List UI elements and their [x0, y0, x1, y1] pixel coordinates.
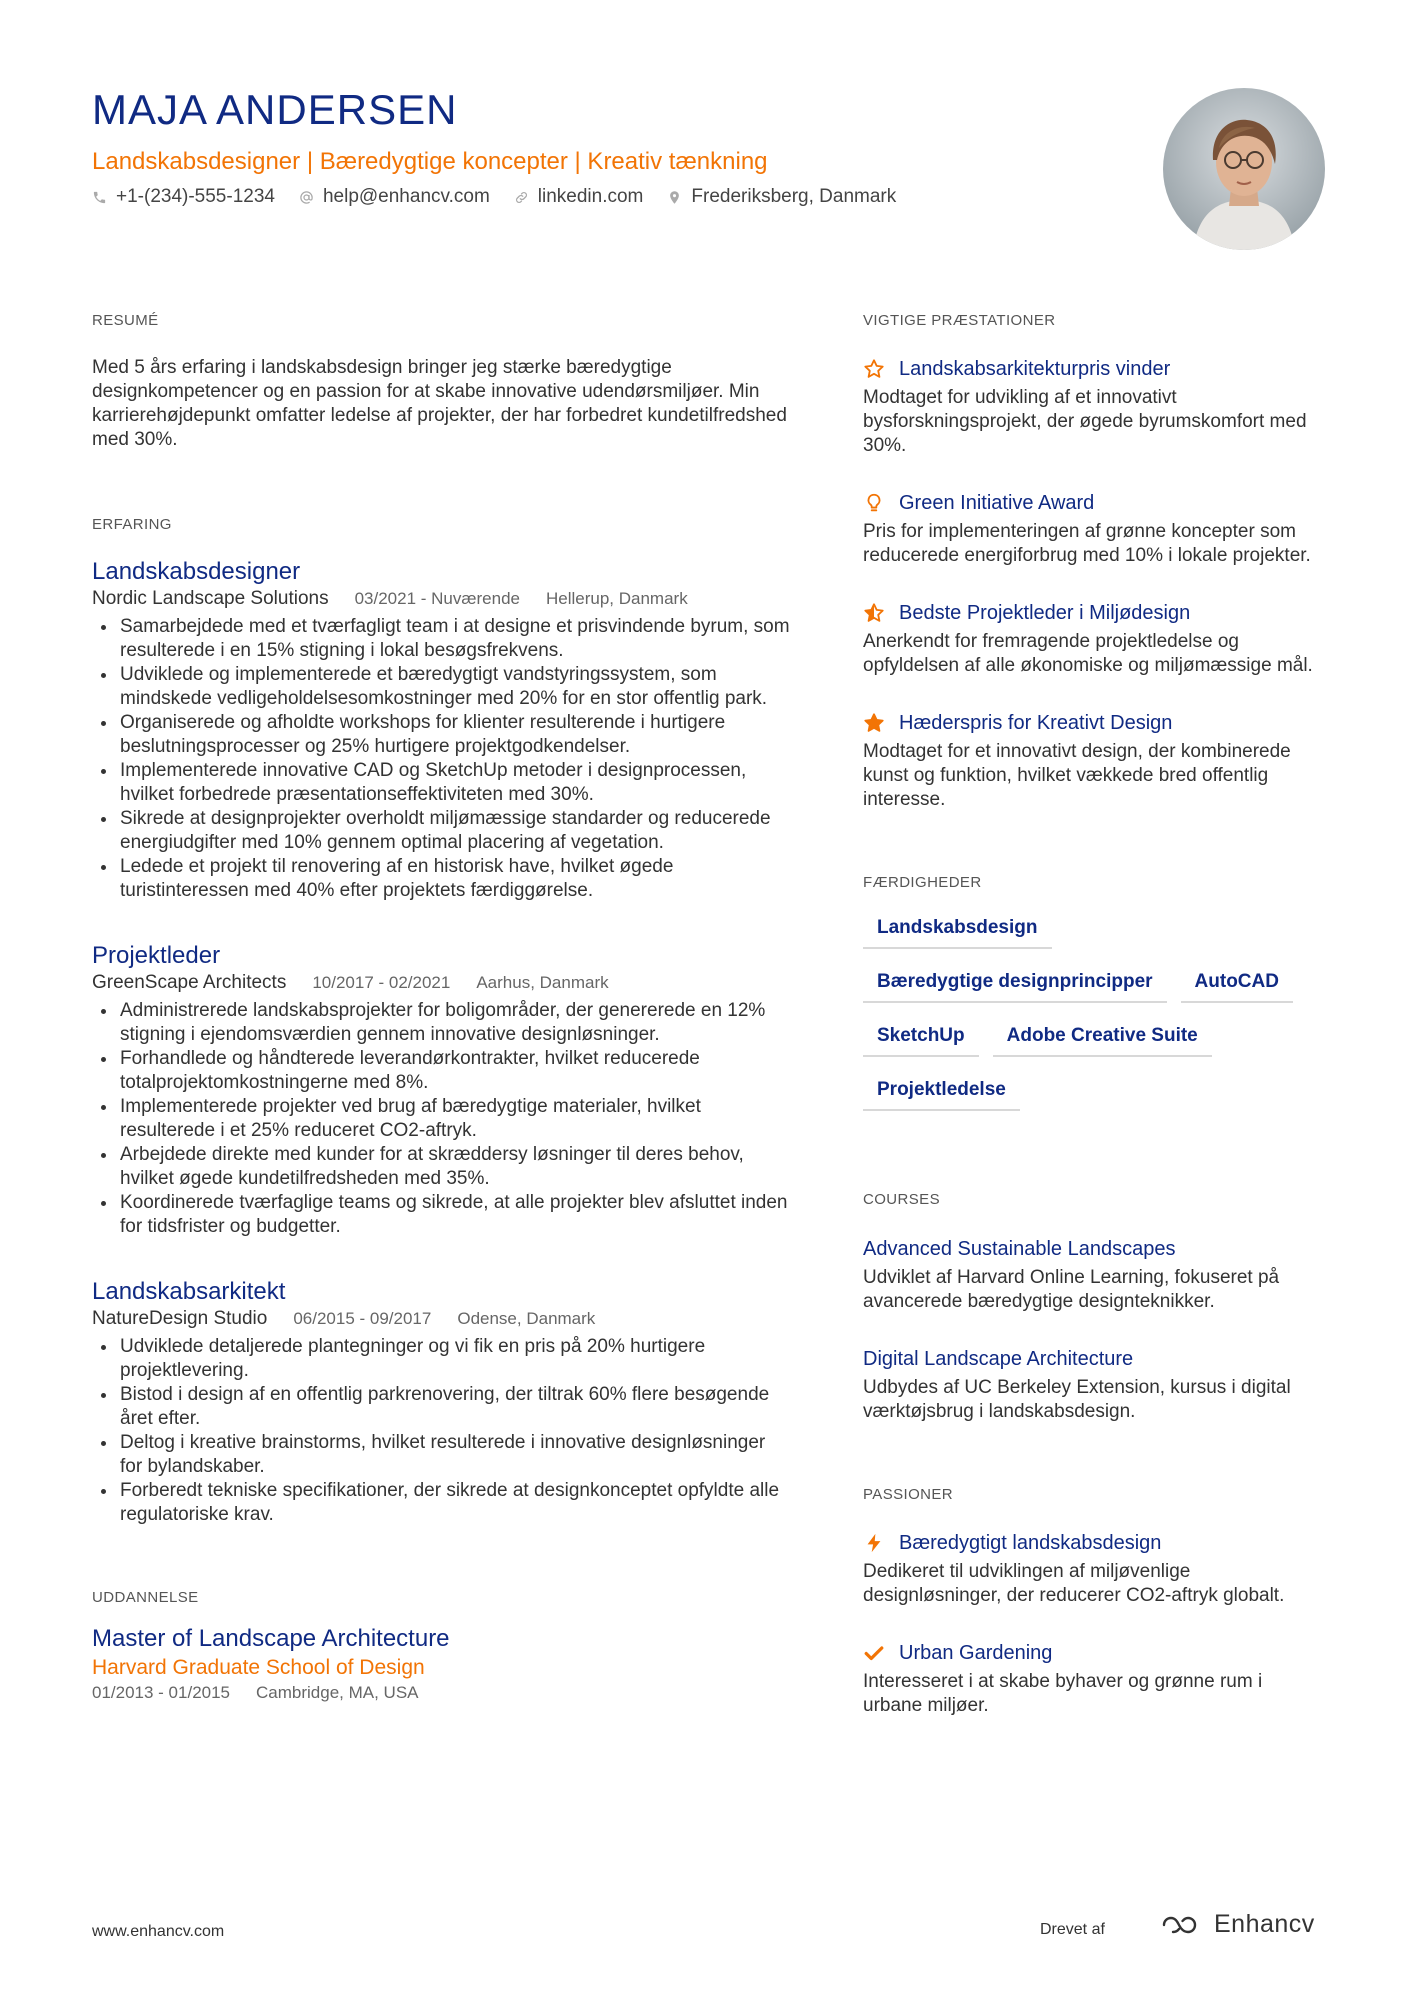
skill-tag: Projektledelse [863, 1073, 1020, 1111]
job-location: Odense, Danmark [457, 1309, 596, 1328]
job-meta [92, 587, 792, 611]
edu-dates: 01/2013 - 01/2015 [92, 1683, 231, 1702]
education-heading: UDDANNELSE [92, 1589, 199, 1606]
passion-desc: Interesseret i at skabe byhaver og grønne rum i urbane miljøer. [863, 1671, 1263, 1716]
achievement-item [863, 600, 1323, 678]
job-bullet: Udviklede detaljerede plantegninger og vi fik en pris på 20% hurtigere projektlevering. [92, 1335, 792, 1383]
job-bullets [92, 999, 792, 1239]
job-dates: 03/2021 - Nuværende [354, 589, 520, 608]
job-bullet: Sikrede at designprojekter overholdt miljømæssige standarder og reducerede energiudgifter med 10% gennem optimal placering af vegetation. [92, 807, 792, 855]
star-outline-icon [863, 358, 885, 380]
job-company: NatureDesign Studio [92, 1308, 268, 1329]
job-company: GreenScape Architects [92, 972, 287, 993]
skill-tag: Landskabsdesign [863, 911, 1052, 949]
skill-tag: Adobe Creative Suite [993, 1019, 1212, 1057]
job-bullet: Organiserede og afholdte workshops for klienter resulterende i hurtigere beslutningsprocesser og 25% hurtigere projektgodkendelser. [92, 711, 792, 759]
achievement-desc: Modtaget for udvikling af et innovativt bysforskningsprojekt, der øgede byrumskomfort med 30%. [863, 387, 1307, 456]
course-title: Digital Landscape Architecture [863, 1348, 1134, 1370]
skill-tag: AutoCAD [1181, 965, 1293, 1003]
courses-heading: COURSES [863, 1191, 940, 1208]
skill-tag: SketchUp [863, 1019, 979, 1057]
achievement-title: Landskabsarkitekturpris vinder [899, 358, 1171, 380]
tagline: Landskabsdesigner | Bæredygtige koncepter | Kreativ tænkning [92, 148, 768, 175]
course-item [863, 1236, 1323, 1314]
achievement-item [863, 356, 1323, 458]
job-title: Landskabsarkitekt [92, 1278, 286, 1305]
course-desc: Udbydes af UC Berkeley Extension, kursus i digital værktøjsbrug i landskabsdesign. [863, 1377, 1291, 1422]
job-entry [92, 941, 792, 1239]
job-bullet: Implementerede innovative CAD og SketchUp metoder i designprocessen, hvilket forbedrede præsentationseffektiviteten med 30%. [92, 759, 792, 807]
passion-item [863, 1640, 1323, 1718]
job-entry [92, 557, 792, 903]
location-text: Frederiksberg, Danmark [691, 186, 897, 207]
job-entry [92, 1277, 792, 1527]
passion-desc: Dedikeret til udviklingen af miljøvenlige designløsninger, der reducerer CO2-aftryk globalt. [863, 1561, 1285, 1606]
email-text: help@enhancv.com [322, 186, 490, 207]
job-bullets [92, 615, 792, 903]
link-icon [514, 190, 529, 205]
left-column [92, 312, 792, 1705]
job-meta [92, 1307, 792, 1331]
candidate-name: MAJA ANDERSEN [92, 86, 458, 133]
skills-heading: FÆRDIGHEDER [863, 874, 982, 891]
achievement-item [863, 490, 1323, 568]
passion-title: Bæredygtigt landskabsdesign [899, 1532, 1162, 1554]
achievement-title: Hæderspris for Kreativt Design [899, 712, 1173, 734]
passion-title: Urban Gardening [899, 1642, 1053, 1664]
linkedin-text: linkedin.com [537, 186, 644, 207]
enhancv-logo-text: Enhancv [1214, 1910, 1315, 1938]
course-title: Advanced Sustainable Landscapes [863, 1238, 1176, 1260]
location-pin-icon [667, 190, 682, 205]
edu-location: Cambridge, MA, USA [256, 1683, 419, 1702]
summary-text: Med 5 års erfaring i landskabsdesign bringer jeg stærke bæredygtige designkompetencer og en passion for at skabe innovative udendørsmiljøer. Min karrierehøjdepunkt omfatter ledelse af projekter, der har forbedret kundetilfredshed med 30%. [92, 357, 787, 450]
achievement-title: Bedste Projektleder i Miljødesign [899, 602, 1191, 624]
job-title: Landskabsdesigner [92, 558, 301, 585]
job-dates: 06/2015 - 09/2017 [293, 1309, 432, 1328]
footer-powered-by: Drevet af [1040, 1921, 1105, 1938]
job-bullet: Forhandlede og håndterede leverandørkontrakter, hvilket reducerede totalprojektomkostningerne med 8%. [92, 1047, 792, 1095]
summary-heading: RESUMÉ [92, 312, 159, 329]
course-desc: Udviklet af Harvard Online Learning, fokuseret på avancerede bæredygtige designteknikker. [863, 1267, 1280, 1312]
skill-tag: Bæredygtige designprincipper [863, 965, 1167, 1003]
contact-bar [92, 186, 920, 208]
contact-email[interactable] [299, 186, 490, 208]
job-bullet: Administrerede landskabsprojekter for boligområder, der genererede en 12% stigning i ejendomsværdien gennem innovative designløsninger. [92, 999, 792, 1047]
job-bullets [92, 1335, 792, 1527]
job-bullet: Samarbejdede med et tværfagligt team i at designe et prisvindende byrum, som resulterede i en 15% stigning i lokal besøgsfrekvens. [92, 615, 792, 663]
job-bullet: Bistod i design af en offentlig parkrenovering, der tiltrak 60% flere besøgende året efter. [92, 1383, 792, 1431]
at-icon [299, 190, 314, 205]
job-bullet: Ledede et projekt til renovering af en historisk have, hvilket øgede turistinteressen med 40% efter projektets færdiggørelse. [92, 855, 792, 903]
achievement-desc: Anerkendt for fremragende projektledelse og opfyldelsen af alle økonomiske og miljømæssige mål. [863, 631, 1313, 676]
job-company: Nordic Landscape Solutions [92, 588, 329, 609]
phone-text: +1-(234)-555-1234 [116, 186, 275, 207]
edu-meta [92, 1681, 792, 1705]
contact-linkedin[interactable] [514, 186, 644, 208]
achievement-desc: Modtaget for et innovativt design, der kombinerede kunst og funktion, hvilket vækkede bred offentlig interesse. [863, 741, 1291, 810]
job-bullet: Udviklede og implementerede et bæredygtigt vandstyringssystem, som mindskede vedligeholdelsesomkostninger med 20% for en stor offentlig park. [92, 663, 792, 711]
achievement-desc: Pris for implementeringen af grønne koncepter som reducerede energiforbrug med 10% i lokale projekter. [863, 521, 1311, 566]
achievement-title: Green Initiative Award [899, 492, 1095, 514]
star-half-icon [863, 602, 885, 624]
contact-phone [92, 186, 275, 208]
passion-item [863, 1530, 1323, 1608]
job-bullet: Forberedt tekniske specifikationer, der sikrede at designkonceptet opfyldte alle regulatoriske krav. [92, 1479, 792, 1527]
lightning-icon [863, 1532, 885, 1554]
star-filled-icon [863, 712, 885, 734]
enhancv-logo-icon [1160, 1913, 1208, 1937]
job-location: Aarhus, Danmark [476, 973, 609, 992]
job-bullet: Deltog i kreative brainstorms, hvilket resulterede i innovative designløsninger for bylandskaber. [92, 1431, 792, 1479]
job-bullet: Implementerede projekter ved brug af bæredygtige materialer, hvilket resulterede i et 25% reduceret CO2-aftryk. [92, 1095, 792, 1143]
phone-icon [92, 190, 107, 205]
checkmark-icon [863, 1642, 885, 1664]
passions-heading: PASSIONER [863, 1486, 954, 1503]
job-location: Hellerup, Danmark [545, 589, 688, 608]
achievements-heading: VIGTIGE PRÆSTATIONER [863, 312, 1056, 329]
job-bullet: Koordinerede tværfaglige teams og sikrede, at alle projekter blev afsluttet inden for tidsfrister og budgetter. [92, 1191, 792, 1239]
lightbulb-icon [863, 492, 885, 514]
contact-location [667, 186, 896, 208]
right-column [863, 312, 1323, 1718]
job-meta [92, 971, 792, 995]
job-dates: 10/2017 - 02/2021 [312, 973, 451, 992]
skills-list [863, 911, 1333, 1127]
course-item [863, 1346, 1323, 1424]
job-bullet: Arbejdede direkte med kunder for at skræddersy løsninger til deres behov, hvilket øgede kundetilfredsheden med 35%. [92, 1143, 792, 1191]
achievement-item [863, 710, 1323, 812]
footer-url[interactable]: www.enhancv.com [92, 1923, 225, 1940]
job-title: Projektleder [92, 942, 221, 969]
enhancv-logo[interactable] [1160, 1910, 1315, 1939]
edu-degree: Master of Landscape Architecture [92, 1625, 450, 1652]
experience-heading: ERFARING [92, 516, 172, 533]
profile-photo [1163, 88, 1325, 250]
edu-school: Harvard Graduate School of Design [92, 1656, 425, 1679]
